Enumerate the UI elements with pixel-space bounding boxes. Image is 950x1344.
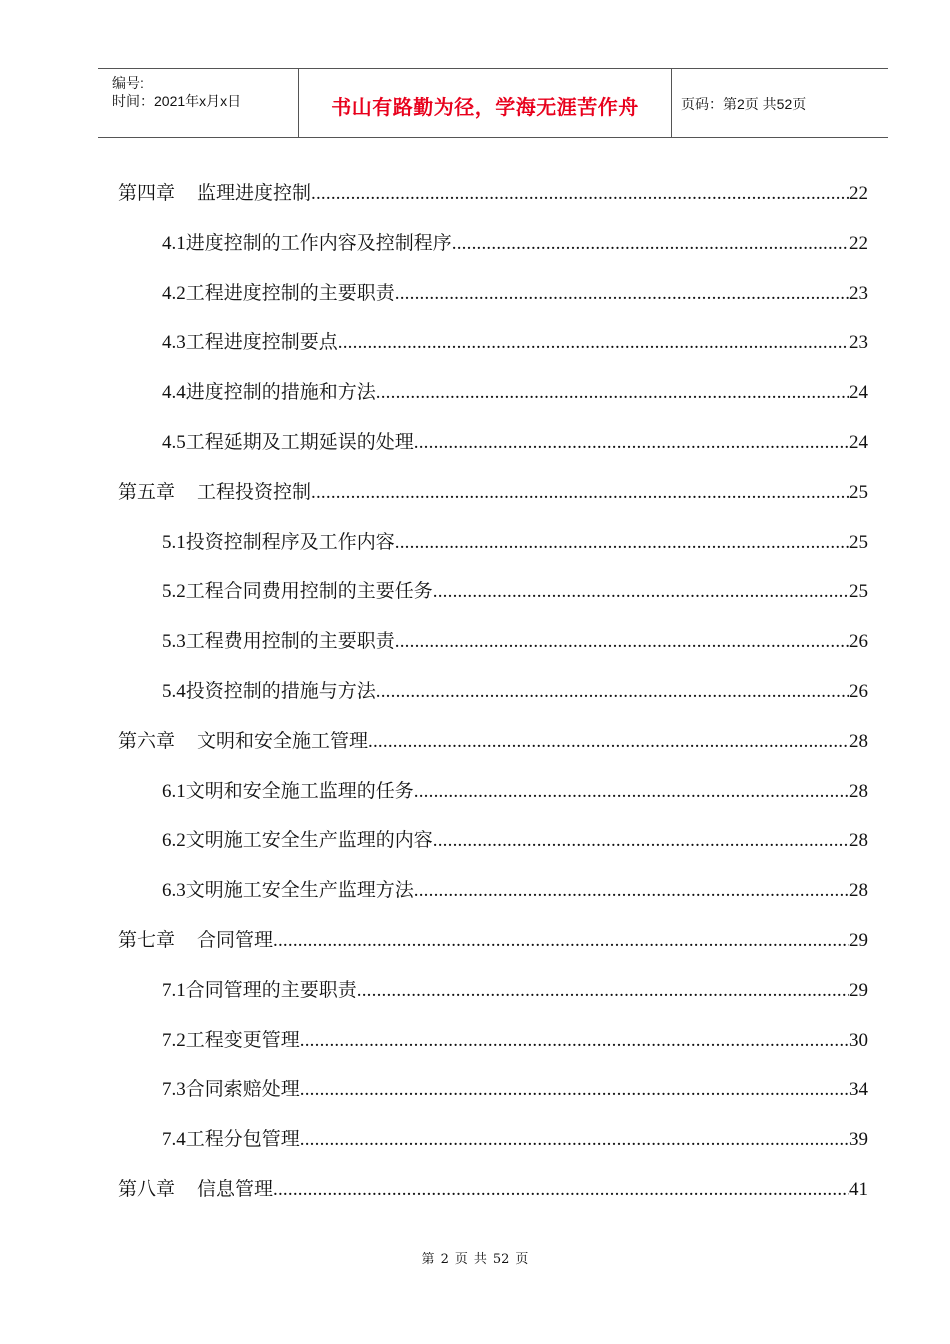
toc-dot-leader bbox=[433, 830, 849, 852]
footer-mid1: 页 bbox=[454, 1252, 468, 1267]
toc-dot-leader bbox=[433, 581, 849, 603]
toc-entry[interactable] bbox=[162, 1074, 868, 1104]
toc-entry[interactable] bbox=[162, 626, 868, 656]
toc-entry-title bbox=[162, 626, 395, 653]
toc-entry-title bbox=[162, 1025, 300, 1052]
toc-entry-text: 文明和安全施工监理的任务 bbox=[185, 779, 414, 802]
toc-entry-number: 4.1 bbox=[162, 232, 186, 254]
toc-dot-leader bbox=[414, 880, 849, 902]
toc-page-number: 23 bbox=[849, 332, 868, 354]
toc-entry-title bbox=[162, 576, 433, 603]
toc-entry-text: 合同索赔处理 bbox=[185, 1078, 300, 1101]
toc-dot-leader bbox=[273, 1179, 849, 1201]
toc-page-number: 22 bbox=[849, 232, 868, 254]
toc-page-number: 29 bbox=[849, 979, 868, 1001]
toc-entry[interactable] bbox=[118, 477, 868, 507]
toc-dot-leader bbox=[300, 1030, 849, 1052]
footer-total-pages: 52 bbox=[492, 1252, 510, 1267]
toc-entry[interactable] bbox=[162, 776, 868, 806]
toc-page-number: 29 bbox=[849, 930, 868, 951]
toc-entry[interactable] bbox=[162, 527, 868, 557]
toc-entry-text: 工程合同费用控制的主要任务 bbox=[185, 580, 433, 603]
toc-entry-text: 工程变更管理 bbox=[185, 1028, 300, 1051]
toc-entry-number: 4.3 bbox=[162, 332, 186, 354]
toc-entry-title bbox=[162, 975, 357, 1002]
toc-dot-leader bbox=[311, 183, 849, 205]
toc-dot-leader bbox=[273, 930, 849, 952]
toc-entry[interactable] bbox=[118, 1174, 868, 1204]
toc-entry[interactable] bbox=[162, 676, 868, 706]
toc-entry-title bbox=[162, 825, 433, 852]
toc-entry-title bbox=[162, 875, 414, 902]
toc-entry-text: 进度控制的工作内容及控制程序 bbox=[185, 231, 452, 254]
toc-entry-title bbox=[118, 1174, 273, 1201]
toc-entry-title bbox=[162, 228, 452, 255]
toc-dot-leader bbox=[376, 681, 849, 703]
toc-entry-title bbox=[162, 427, 414, 454]
toc-entry-text: 工程分包管理 bbox=[185, 1128, 300, 1151]
toc-entry-text: 工程进度控制的主要职责 bbox=[185, 281, 395, 304]
toc-entry[interactable] bbox=[162, 1025, 868, 1055]
toc-entry-number: 5.3 bbox=[162, 631, 186, 653]
toc-dot-leader bbox=[357, 980, 849, 1002]
toc-entry-number: 第四章 bbox=[118, 183, 176, 204]
header-right-cell bbox=[671, 69, 888, 137]
toc-entry[interactable] bbox=[118, 726, 868, 756]
toc-entry-title bbox=[118, 477, 311, 504]
toc-entry-title bbox=[118, 925, 273, 952]
toc-entry-number: 第五章 bbox=[118, 481, 176, 503]
toc-entry[interactable] bbox=[162, 975, 868, 1005]
toc-entry-title bbox=[162, 676, 376, 703]
toc-entry-title bbox=[162, 327, 338, 354]
toc-entry-number: 5.4 bbox=[162, 681, 186, 702]
toc-page-number: 28 bbox=[849, 830, 868, 852]
toc-dot-leader bbox=[452, 233, 849, 255]
toc-entry-number: 6.1 bbox=[162, 780, 186, 802]
toc-dot-leader bbox=[395, 631, 849, 653]
toc-entry-number: 6.3 bbox=[162, 880, 186, 902]
toc-dot-leader bbox=[300, 1129, 849, 1151]
footer-mid2: 共 bbox=[473, 1252, 487, 1267]
toc-entry[interactable] bbox=[162, 377, 868, 407]
toc-dot-leader bbox=[338, 332, 849, 354]
toc-entry-number: 7.4 bbox=[162, 1129, 186, 1151]
toc-entry-text: 合同管理的主要职责 bbox=[185, 978, 357, 1001]
toc-entry-number: 4.2 bbox=[162, 282, 186, 304]
toc-entry-text: 投资控制程序及工作内容 bbox=[185, 530, 395, 553]
toc-entry-title bbox=[162, 776, 414, 803]
toc-dot-leader bbox=[300, 1079, 849, 1101]
toc-page-number: 41 bbox=[849, 1179, 868, 1200]
toc-entry[interactable] bbox=[162, 1124, 868, 1154]
toc-entry-text: 工程延期及工期延误的处理 bbox=[185, 431, 414, 453]
toc-entry-text: 文明施工安全生产监理方法 bbox=[185, 879, 414, 902]
toc-entry[interactable] bbox=[162, 576, 868, 606]
toc-entry[interactable] bbox=[118, 925, 868, 955]
toc-dot-leader bbox=[395, 532, 849, 554]
toc-page-number: 25 bbox=[849, 581, 868, 603]
toc-entry-number: 第七章 bbox=[118, 930, 176, 951]
toc-entry-text: 监理进度控制 bbox=[197, 182, 312, 204]
toc-entry[interactable] bbox=[162, 825, 868, 855]
toc-page-number: 22 bbox=[849, 183, 868, 204]
toc-entry-text: 信息管理 bbox=[197, 1178, 274, 1200]
toc-page-number: 24 bbox=[849, 432, 868, 453]
toc-entry-title bbox=[162, 278, 395, 305]
toc-entry-text: 文明施工安全生产监理的内容 bbox=[185, 829, 433, 852]
toc-dot-leader bbox=[414, 781, 849, 803]
toc-entry-title bbox=[118, 178, 311, 205]
toc-page-number: 28 bbox=[849, 880, 868, 902]
toc-entry-number: 5.1 bbox=[162, 531, 186, 553]
toc-page-number: 34 bbox=[849, 1079, 868, 1101]
toc-dot-leader bbox=[414, 432, 849, 454]
toc-entry[interactable] bbox=[162, 228, 868, 258]
toc-page-number: 25 bbox=[849, 481, 868, 503]
toc-page-number: 28 bbox=[849, 780, 868, 802]
toc-entry-title bbox=[118, 726, 368, 753]
footer-prefix: 第 bbox=[421, 1252, 435, 1267]
doc-time-label: 时间：2021年x月x日 bbox=[112, 93, 242, 109]
toc-entry-text: 投资控制的措施与方法 bbox=[185, 680, 376, 702]
toc-page-number: 28 bbox=[849, 730, 868, 752]
header-motto: 书山有路勤为径，学海无涯苦作舟 bbox=[331, 95, 639, 119]
footer-current-page: 2 bbox=[440, 1252, 449, 1267]
toc-entry[interactable] bbox=[118, 178, 868, 208]
toc-entry-text: 文明和安全施工管理 bbox=[197, 729, 369, 752]
toc-entry-number: 7.2 bbox=[162, 1029, 186, 1051]
header-motto-cell bbox=[298, 69, 672, 137]
toc-entry-number: 4.5 bbox=[162, 432, 186, 453]
toc-entry[interactable] bbox=[162, 278, 868, 308]
page-header bbox=[98, 68, 888, 138]
toc-page-number: 24 bbox=[849, 382, 868, 404]
toc-entry-title bbox=[162, 377, 376, 404]
toc-entry-text: 工程进度控制要点 bbox=[185, 331, 338, 354]
toc-entry-number: 第八章 bbox=[118, 1179, 176, 1200]
toc-entry-number: 7.3 bbox=[162, 1079, 186, 1101]
toc-page-number: 26 bbox=[849, 681, 868, 702]
toc-entry[interactable] bbox=[162, 875, 868, 905]
toc-entry-number: 4.4 bbox=[162, 382, 186, 404]
toc-page-number: 26 bbox=[849, 631, 868, 653]
toc-entry-text: 进度控制的措施和方法 bbox=[185, 381, 376, 404]
header-left-cell bbox=[98, 69, 298, 137]
toc-entry[interactable] bbox=[162, 327, 868, 357]
toc-entry-text: 工程费用控制的主要职责 bbox=[185, 630, 395, 653]
toc-page-number: 30 bbox=[849, 1029, 868, 1051]
doc-code-label: 编号: bbox=[112, 75, 144, 91]
toc-dot-leader bbox=[395, 283, 849, 305]
toc-entry-number: 6.2 bbox=[162, 830, 186, 852]
toc-page-number: 23 bbox=[849, 282, 868, 304]
toc-entry[interactable] bbox=[162, 427, 868, 457]
toc-entry-title bbox=[162, 1074, 300, 1101]
toc-entry-title bbox=[162, 1124, 300, 1151]
toc-entry-number: 7.1 bbox=[162, 979, 186, 1001]
toc-page-number: 39 bbox=[849, 1129, 868, 1151]
toc-entry-text: 合同管理 bbox=[197, 929, 274, 951]
footer-suffix: 页 bbox=[515, 1252, 529, 1267]
toc-entry-title bbox=[162, 527, 395, 554]
toc-dot-leader bbox=[376, 382, 849, 404]
page-footer bbox=[0, 1248, 950, 1267]
toc-page-number: 25 bbox=[849, 531, 868, 553]
header-page-info: 页码：第2页 共52页 bbox=[681, 96, 807, 112]
toc-dot-leader bbox=[311, 482, 849, 504]
toc-entry-number: 第六章 bbox=[118, 730, 176, 752]
toc-dot-leader bbox=[368, 731, 849, 753]
toc-entry-number: 5.2 bbox=[162, 581, 186, 603]
toc-entry-text: 工程投资控制 bbox=[197, 480, 312, 503]
